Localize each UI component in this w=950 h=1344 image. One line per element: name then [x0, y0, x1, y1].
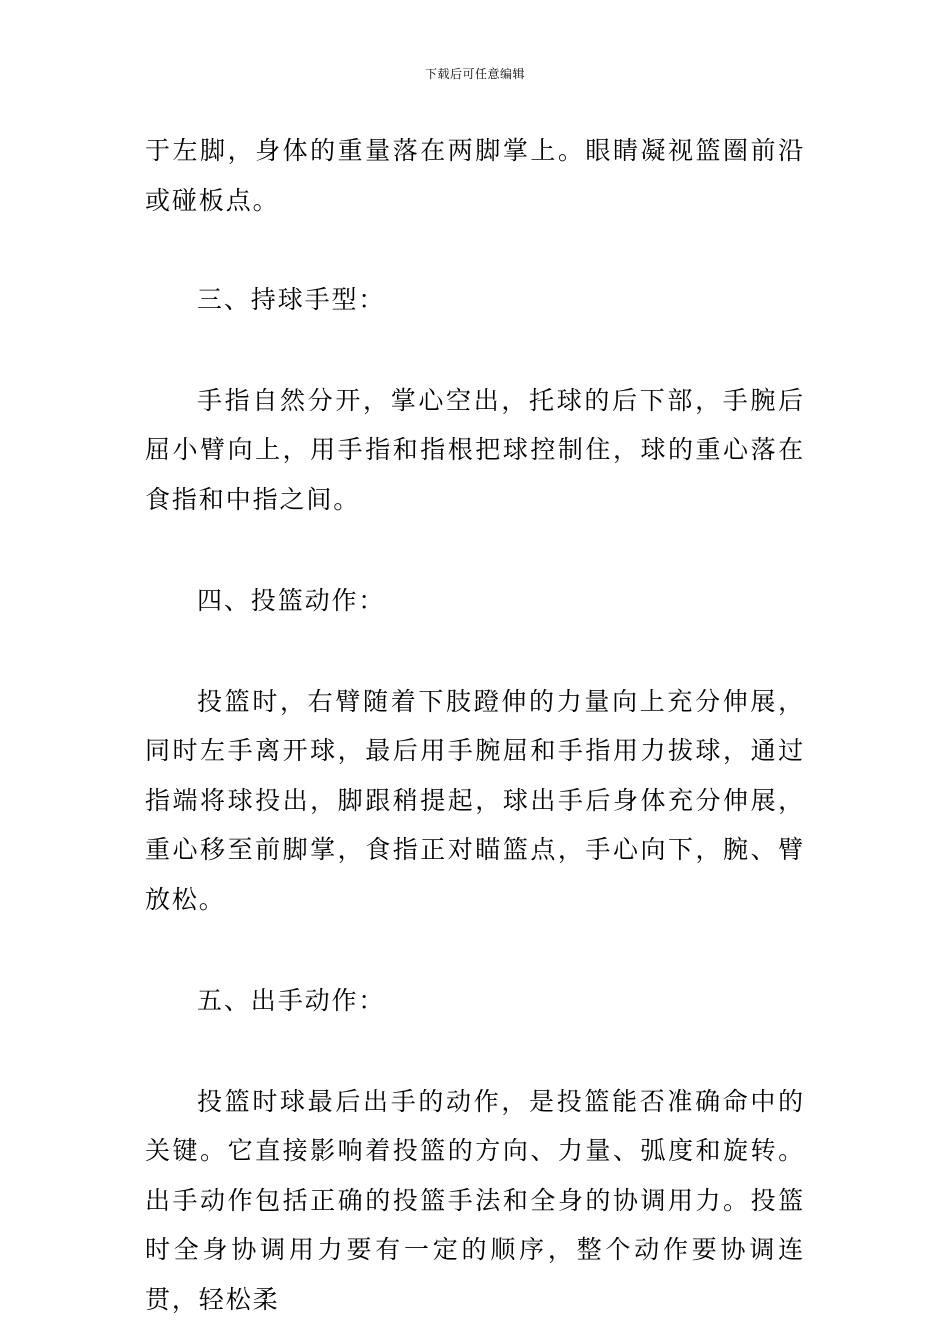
paragraph-shooting-motion: 投篮时，右臂随着下肢蹬伸的力量向上充分伸展，同时左手离开球，最后用手腕屈和手指用力拔球，通过指端将球投出，脚跟稍提起，球出手后身体充分伸展，重心移至前脚掌，食指正对瞄篮点，手心向下，腕、臂放松。: [145, 686, 805, 914]
paragraph-continued: 于左脚，身体的重量落在两脚掌上。眼睛凝视篮圈前沿或碰板点。: [145, 136, 805, 215]
section-heading-holding-ball: 三、持球手型：: [197, 285, 386, 314]
section-heading-shooting-motion: 四、投篮动作：: [197, 586, 386, 615]
document-body: [145, 126, 805, 1324]
paragraph-release-motion: 投篮时球最后出手的动作，是投篮能否准确命中的关键。它直接影响着投篮的方向、力量、弧度和旋转。出手动作包括正确的投篮手法和全身的协调用力。投篮时全身协调用力要有一定的顺序，整个动作要协调连贯，轻松柔: [145, 1086, 805, 1314]
paragraph-holding-ball: 手指自然分开，掌心空出，托球的后下部，手腕后屈小臂向上，用手指和指根把球控制住，球的重心落在食指和中指之间。: [145, 385, 805, 514]
page-header: 下载后可任意编辑: [424, 67, 525, 81]
section-heading-release-motion: 五、出手动作：: [197, 986, 386, 1015]
